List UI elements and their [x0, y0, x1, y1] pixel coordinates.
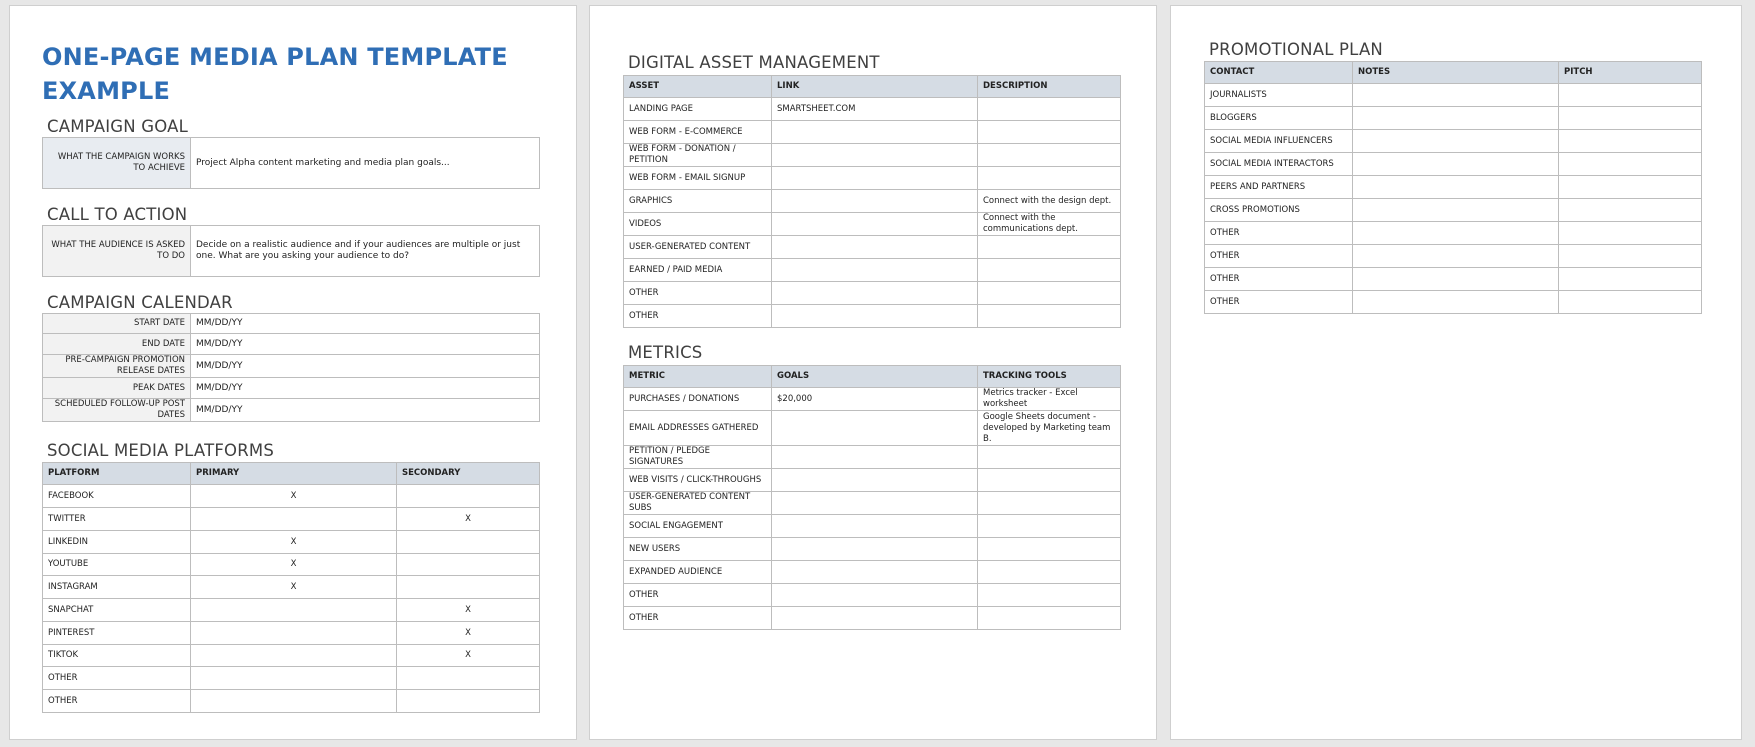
pitch-cell[interactable] — [1559, 107, 1702, 130]
contact-name: CROSS PROMOTIONS — [1205, 199, 1353, 222]
primary-cell[interactable] — [191, 690, 397, 713]
table-row — [624, 98, 1121, 121]
contact-name: JOURNALISTS — [1205, 84, 1353, 107]
primary-cell[interactable]: X — [191, 531, 397, 554]
asset-name: OTHER — [624, 305, 772, 328]
metric-name: PURCHASES / DONATIONS — [624, 388, 772, 411]
goals-cell[interactable] — [772, 411, 978, 446]
notes-cell[interactable] — [1353, 222, 1559, 245]
metric-name: OTHER — [624, 584, 772, 607]
metric-name: OTHER — [624, 607, 772, 630]
metrics-heading: METRICS — [628, 343, 703, 362]
table-row — [624, 213, 1121, 236]
social-media-heading: SOCIAL MEDIA PLATFORMS — [47, 441, 274, 460]
table-row — [1205, 222, 1702, 245]
primary-cell[interactable] — [191, 599, 397, 622]
column-header: METRIC — [624, 366, 772, 388]
table-row — [1205, 107, 1702, 130]
dam-heading: DIGITAL ASSET MANAGEMENT — [628, 53, 880, 72]
pitch-cell[interactable] — [1559, 291, 1702, 314]
goals-cell[interactable] — [772, 492, 978, 515]
pitch-cell[interactable] — [1559, 222, 1702, 245]
primary-cell[interactable]: X — [191, 554, 397, 576]
platform-name: PINTEREST — [43, 622, 191, 645]
table-row — [1205, 268, 1702, 291]
goals-cell[interactable] — [772, 607, 978, 630]
campaign-goal-label: WHAT THE CAMPAIGN WORKS TO ACHIEVE — [43, 138, 191, 189]
pitch-cell[interactable] — [1559, 130, 1702, 153]
table-row — [624, 561, 1121, 584]
asset-name: VIDEOS — [624, 213, 772, 236]
primary-cell[interactable] — [191, 645, 397, 667]
notes-cell[interactable] — [1353, 245, 1559, 268]
goals-cell[interactable] — [772, 446, 978, 469]
promotional-plan-table — [1204, 61, 1702, 314]
calendar-label: END DATE — [43, 334, 191, 355]
calendar-value[interactable]: MM/DD/YY — [191, 378, 540, 399]
call-to-action-value[interactable]: Decide on a realistic audience and if your audiences are multiple or just one. What are you asking your audience to do? — [191, 226, 540, 277]
table-row — [43, 622, 540, 645]
contact-name: BLOGGERS — [1205, 107, 1353, 130]
table-row — [624, 584, 1121, 607]
contact-name: OTHER — [1205, 222, 1353, 245]
column-header: ASSET — [624, 76, 772, 98]
metric-name: NEW USERS — [624, 538, 772, 561]
campaign-goal-heading: CAMPAIGN GOAL — [47, 117, 189, 136]
campaign-goal-value[interactable]: Project Alpha content marketing and media plan goals... — [191, 138, 540, 189]
column-header: PLATFORM — [43, 463, 191, 485]
platform-name: FACEBOOK — [43, 485, 191, 508]
promotional-plan-heading: PROMOTIONAL PLAN — [1209, 40, 1383, 59]
contact-name: SOCIAL MEDIA INFLUENCERS — [1205, 130, 1353, 153]
asset-name: OTHER — [624, 282, 772, 305]
secondary-cell[interactable]: X — [397, 622, 540, 645]
table-row — [43, 508, 540, 531]
table-row — [43, 599, 540, 622]
calendar-value[interactable]: MM/DD/YY — [191, 334, 540, 355]
campaign-calendar-heading: CAMPAIGN CALENDAR — [47, 293, 233, 312]
secondary-cell[interactable] — [397, 690, 540, 713]
metric-name: WEB VISITS / CLICK-THROUGHS — [624, 469, 772, 492]
table-row — [624, 469, 1121, 492]
dam-table — [623, 75, 1121, 328]
description-cell[interactable] — [978, 144, 1121, 167]
campaign-calendar-table — [42, 313, 540, 422]
asset-name: LANDING PAGE — [624, 98, 772, 121]
secondary-cell[interactable]: X — [397, 508, 540, 531]
contact-name: OTHER — [1205, 268, 1353, 291]
platform-name: LINKEDIN — [43, 531, 191, 554]
table-row — [43, 531, 540, 554]
platform-name: INSTAGRAM — [43, 576, 191, 599]
call-to-action-table — [42, 225, 540, 277]
asset-name: EARNED / PAID MEDIA — [624, 259, 772, 282]
social-media-table — [42, 462, 540, 713]
pitch-cell[interactable] — [1559, 268, 1702, 291]
contact-name: PEERS AND PARTNERS — [1205, 176, 1353, 199]
tracking-tools-cell[interactable] — [978, 584, 1121, 607]
column-header: GOALS — [772, 366, 978, 388]
metric-name: SOCIAL ENGAGEMENT — [624, 515, 772, 538]
secondary-cell[interactable] — [397, 554, 540, 576]
description-cell[interactable] — [978, 305, 1121, 328]
contact-name: OTHER — [1205, 245, 1353, 268]
link-cell[interactable] — [772, 144, 978, 167]
tracking-tools-cell[interactable] — [978, 469, 1121, 492]
calendar-label: START DATE — [43, 314, 191, 334]
pitch-cell[interactable] — [1559, 84, 1702, 107]
notes-cell[interactable] — [1353, 130, 1559, 153]
link-cell[interactable] — [772, 121, 978, 144]
primary-cell[interactable]: X — [191, 576, 397, 599]
description-cell[interactable] — [978, 98, 1121, 121]
call-to-action-label: WHAT THE AUDIENCE IS ASKED TO DO — [43, 226, 191, 277]
tracking-tools-cell[interactable] — [978, 446, 1121, 469]
tracking-tools-cell[interactable] — [978, 515, 1121, 538]
table-row — [43, 576, 540, 599]
table-row — [624, 515, 1121, 538]
table-row — [624, 144, 1121, 167]
table-row — [624, 446, 1121, 469]
table-row — [1205, 130, 1702, 153]
table-row — [43, 645, 540, 667]
secondary-cell[interactable]: X — [397, 645, 540, 667]
column-header: TRACKING TOOLS — [978, 366, 1121, 388]
table-row — [1205, 199, 1702, 222]
table-row — [43, 485, 540, 508]
pitch-cell[interactable] — [1559, 199, 1702, 222]
table-row — [43, 690, 540, 713]
table-row — [624, 411, 1121, 446]
link-cell[interactable] — [772, 305, 978, 328]
description-cell[interactable] — [978, 236, 1121, 259]
notes-cell[interactable] — [1353, 84, 1559, 107]
column-header: NOTES — [1353, 62, 1559, 84]
page-2 — [589, 5, 1157, 740]
contact-name: SOCIAL MEDIA INTERACTORS — [1205, 153, 1353, 176]
platform-name: TIKTOK — [43, 645, 191, 667]
tracking-tools-cell[interactable]: Metrics tracker - Excel worksheet — [978, 388, 1121, 411]
table-row — [624, 167, 1121, 190]
goals-cell[interactable] — [772, 584, 978, 607]
goals-cell[interactable]: $20,000 — [772, 388, 978, 411]
calendar-label: SCHEDULED FOLLOW-UP POST DATES — [43, 399, 191, 422]
column-header: DESCRIPTION — [978, 76, 1121, 98]
link-cell[interactable] — [772, 236, 978, 259]
table-row — [1205, 291, 1702, 314]
calendar-value[interactable]: MM/DD/YY — [191, 355, 540, 378]
page-3 — [1170, 5, 1742, 740]
platform-name: OTHER — [43, 667, 191, 690]
primary-cell[interactable] — [191, 667, 397, 690]
tracking-tools-cell[interactable] — [978, 607, 1121, 630]
table-row — [624, 236, 1121, 259]
table-row — [624, 259, 1121, 282]
description-cell[interactable]: Connect with the communications dept. — [978, 213, 1121, 236]
primary-cell[interactable] — [191, 508, 397, 531]
goals-cell[interactable] — [772, 515, 978, 538]
table-row — [1205, 176, 1702, 199]
notes-cell[interactable] — [1353, 291, 1559, 314]
contact-name: OTHER — [1205, 291, 1353, 314]
notes-cell[interactable] — [1353, 199, 1559, 222]
notes-cell[interactable] — [1353, 153, 1559, 176]
calendar-label: PRE-CAMPAIGN PROMOTION RELEASE DATES — [43, 355, 191, 378]
table-row — [624, 388, 1121, 411]
asset-name: USER-GENERATED CONTENT — [624, 236, 772, 259]
secondary-cell[interactable] — [397, 667, 540, 690]
calendar-value[interactable]: MM/DD/YY — [191, 314, 540, 334]
tracking-tools-cell[interactable] — [978, 492, 1121, 515]
secondary-cell[interactable]: X — [397, 599, 540, 622]
secondary-cell[interactable] — [397, 531, 540, 554]
column-header: SECONDARY — [397, 463, 540, 485]
calendar-value[interactable]: MM/DD/YY — [191, 399, 540, 422]
platform-name: TWITTER — [43, 508, 191, 531]
metric-name: EXPANDED AUDIENCE — [624, 561, 772, 584]
notes-cell[interactable] — [1353, 176, 1559, 199]
secondary-cell[interactable] — [397, 485, 540, 508]
column-header: LINK — [772, 76, 978, 98]
asset-name: WEB FORM - EMAIL SIGNUP — [624, 167, 772, 190]
table-row — [624, 492, 1121, 515]
asset-name: WEB FORM - E-COMMERCE — [624, 121, 772, 144]
page-title: ONE-PAGE MEDIA PLAN TEMPLATE EXAMPLE — [42, 43, 508, 105]
calendar-label: PEAK DATES — [43, 378, 191, 399]
goals-cell[interactable] — [772, 538, 978, 561]
metric-name: USER-GENERATED CONTENT SUBS — [624, 492, 772, 515]
asset-name: WEB FORM - DONATION / PETITION — [624, 144, 772, 167]
metric-name: EMAIL ADDRESSES GATHERED — [624, 411, 772, 446]
description-cell[interactable] — [978, 259, 1121, 282]
pitch-cell[interactable] — [1559, 153, 1702, 176]
table-row — [1205, 153, 1702, 176]
tracking-tools-cell[interactable]: Google Sheets document - developed by Marketing team B. — [978, 411, 1121, 446]
tracking-tools-cell[interactable] — [978, 561, 1121, 584]
column-header: PITCH — [1559, 62, 1702, 84]
primary-cell[interactable]: X — [191, 485, 397, 508]
page-1 — [9, 5, 577, 740]
link-cell[interactable]: SMARTSHEET.COM — [772, 98, 978, 121]
goals-cell[interactable] — [772, 469, 978, 492]
metric-name: PETITION / PLEDGE SIGNATURES — [624, 446, 772, 469]
table-row — [624, 282, 1121, 305]
link-cell[interactable] — [772, 167, 978, 190]
table-row — [1205, 245, 1702, 268]
column-header: PRIMARY — [191, 463, 397, 485]
description-cell[interactable] — [978, 121, 1121, 144]
table-row — [624, 305, 1121, 328]
table-row — [624, 121, 1121, 144]
description-cell[interactable] — [978, 282, 1121, 305]
link-cell[interactable] — [772, 282, 978, 305]
link-cell[interactable] — [772, 190, 978, 213]
metrics-table — [623, 365, 1121, 630]
platform-name: SNAPCHAT — [43, 599, 191, 622]
call-to-action-heading: CALL TO ACTION — [47, 205, 188, 224]
column-header: CONTACT — [1205, 62, 1353, 84]
description-cell[interactable]: Connect with the design dept. — [978, 190, 1121, 213]
table-row — [1205, 84, 1702, 107]
notes-cell[interactable] — [1353, 107, 1559, 130]
asset-name: GRAPHICS — [624, 190, 772, 213]
table-row — [43, 667, 540, 690]
link-cell[interactable] — [772, 259, 978, 282]
table-row — [624, 538, 1121, 561]
platform-name: OTHER — [43, 690, 191, 713]
pitch-cell[interactable] — [1559, 176, 1702, 199]
platform-name: YOUTUBE — [43, 554, 191, 576]
tracking-tools-cell[interactable] — [978, 538, 1121, 561]
secondary-cell[interactable] — [397, 576, 540, 599]
link-cell[interactable] — [772, 213, 978, 236]
goals-cell[interactable] — [772, 561, 978, 584]
campaign-goal-table — [42, 137, 540, 189]
notes-cell[interactable] — [1353, 268, 1559, 291]
pitch-cell[interactable] — [1559, 245, 1702, 268]
table-row — [624, 190, 1121, 213]
table-row — [43, 554, 540, 576]
description-cell[interactable] — [978, 167, 1121, 190]
table-row — [624, 607, 1121, 630]
primary-cell[interactable] — [191, 622, 397, 645]
